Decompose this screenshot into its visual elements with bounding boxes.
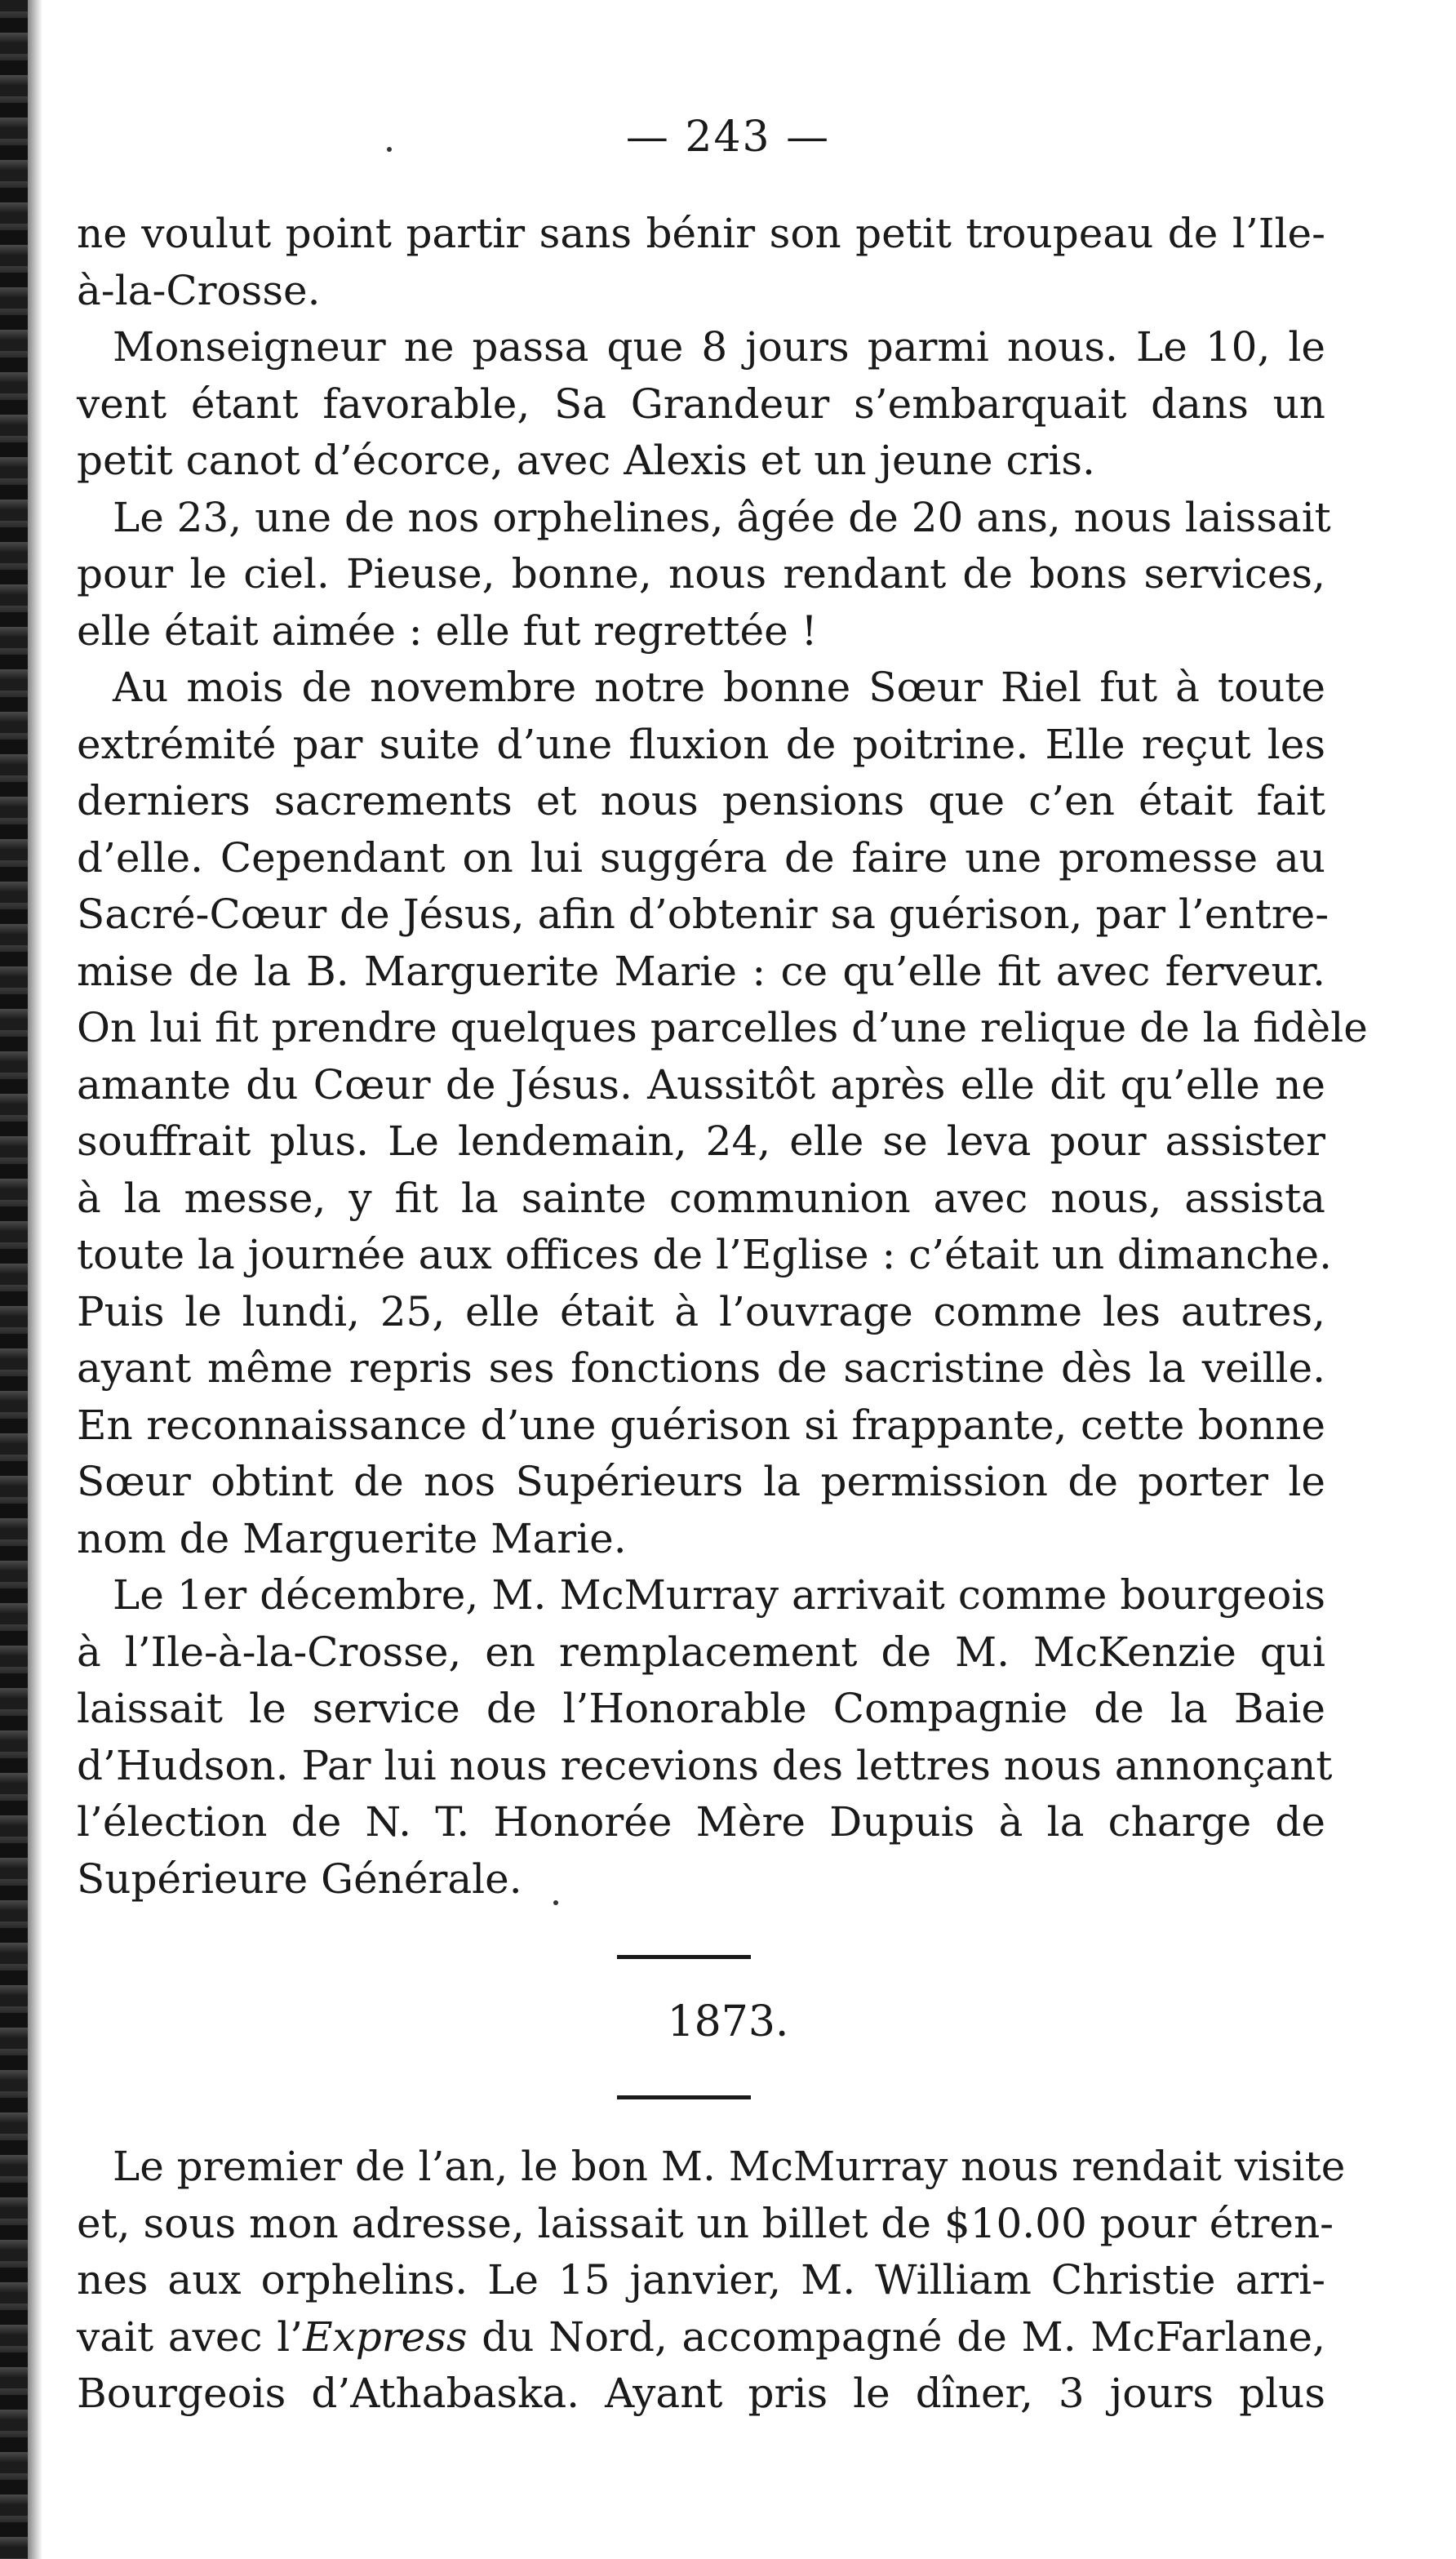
text-line: ne voulut point partir sans bénir son petit troupeau de l’Ile- bbox=[77, 210, 1325, 257]
text-line: amante du Cœur de Jésus. Aussitôt après elle dit qu’elle ne bbox=[77, 1060, 1325, 1108]
text-line: et, sous mon adresse, laissait un billet de $10.00 pour étren- bbox=[77, 2199, 1334, 2247]
text-line: d’Hudson. Par lui nous recevions des lettres nous annonçant bbox=[77, 1741, 1333, 1789]
rule-below-year bbox=[617, 2095, 751, 2099]
year-heading-block bbox=[0, 1955, 1456, 2118]
text-line: nes aux orphelins. Le 15 janvier, M. William Christie arri- bbox=[77, 2256, 1325, 2304]
text-line: Au mois de novembre notre bonne Sœur Riel fut à toute bbox=[113, 664, 1325, 711]
text-line: elle était aimée : elle fut regrettée ! bbox=[77, 606, 818, 655]
text-line: Le 1er décembre, M. McMurray arrivait comme bourgeois bbox=[113, 1571, 1325, 1619]
text-line: Monseigneur ne passa que 8 jours parmi nous. Le 10, le bbox=[113, 323, 1325, 371]
binding-shadow bbox=[28, 0, 42, 2559]
text-line: Sacré-Cœur de Jésus, afin d’obtenir sa guérison, par l’entre- bbox=[77, 891, 1329, 938]
year-heading: 1873. bbox=[667, 1997, 789, 2046]
rule-above-year bbox=[617, 1955, 751, 1959]
text-line: Le premier de l’an, le bon M. McMurray nous rendait visite bbox=[113, 2143, 1346, 2190]
text-line: extrémité par suite d’une fluxion de poitrine. Elle reçut les bbox=[77, 720, 1325, 768]
text-line: vent étant favorable, Sa Grandeur s’embarquait dans un bbox=[77, 380, 1325, 428]
text-line: mise de la B. Marguerite Marie : ce qu’elle fit avec ferveur. bbox=[77, 947, 1325, 995]
text-line: vait avec l’Express du Nord, accompagné de M. McFarlane, bbox=[77, 2312, 1325, 2361]
text-line: souffrait plus. Le lendemain, 24, elle se leva pour assister bbox=[77, 1117, 1325, 1165]
text-line: à l’Ile-à-la-Crosse, en remplacement de M. McKenzie qui bbox=[77, 1628, 1325, 1676]
body-text-section-two bbox=[77, 2139, 1346, 2423]
text-line: à la messe, y fit la sainte communion avec nous, assista bbox=[77, 1174, 1325, 1222]
text-line: Sœur obtint de nos Supérieurs la permission de porter le bbox=[77, 1458, 1325, 1505]
binding-edge bbox=[0, 0, 28, 2559]
text-line: On lui fit prendre quelques parcelles d’une relique de la fidèle bbox=[77, 1004, 1368, 1051]
text-line: En reconnaissance d’une guérison si frappante, cette bonne bbox=[77, 1401, 1325, 1449]
text-line: Le 23, une de nos orphelines, âgée de 20 ans, nous laissait bbox=[113, 493, 1331, 541]
text-line: laissait le service de l’Honorable Compagnie de la Baie bbox=[77, 1685, 1325, 1732]
text-line: toute la journée aux offices de l’Eglise : c’était un dimanche. bbox=[77, 1231, 1333, 1278]
text-line: derniers sacrements et nous pensions que c’en était fait bbox=[77, 777, 1325, 824]
text-line: à-la-Crosse. bbox=[77, 266, 321, 314]
text-line: l’élection de N. T. Honorée Mère Dupuis à la charge de bbox=[77, 1798, 1325, 1846]
page-number: — 243 — bbox=[625, 113, 831, 162]
text-line: nom de Marguerite Marie. bbox=[77, 1514, 627, 1562]
text-line: petit canot d’écorce, avec Alexis et un jeune cris. bbox=[77, 437, 1095, 484]
text-line: Puis le lundi, 25, elle était à l’ouvrage comme les autres, bbox=[77, 1287, 1325, 1335]
body-text-section-one bbox=[77, 206, 1368, 1908]
text-line: Supérieure Générale. bbox=[77, 1855, 522, 1903]
text-line: ayant même repris ses fonctions de sacristine dès la veille. bbox=[77, 1344, 1325, 1392]
italic-word: Express bbox=[303, 2312, 468, 2361]
text-line: Bourgeois d’Athabaska. Ayant pris le dîner, 3 jours plus bbox=[77, 2370, 1325, 2417]
text-line: d’elle. Cependant on lui suggéra de faire une promesse au bbox=[77, 833, 1325, 882]
text-line: pour le ciel. Pieuse, bonne, nous rendant de bons services, bbox=[77, 550, 1325, 598]
